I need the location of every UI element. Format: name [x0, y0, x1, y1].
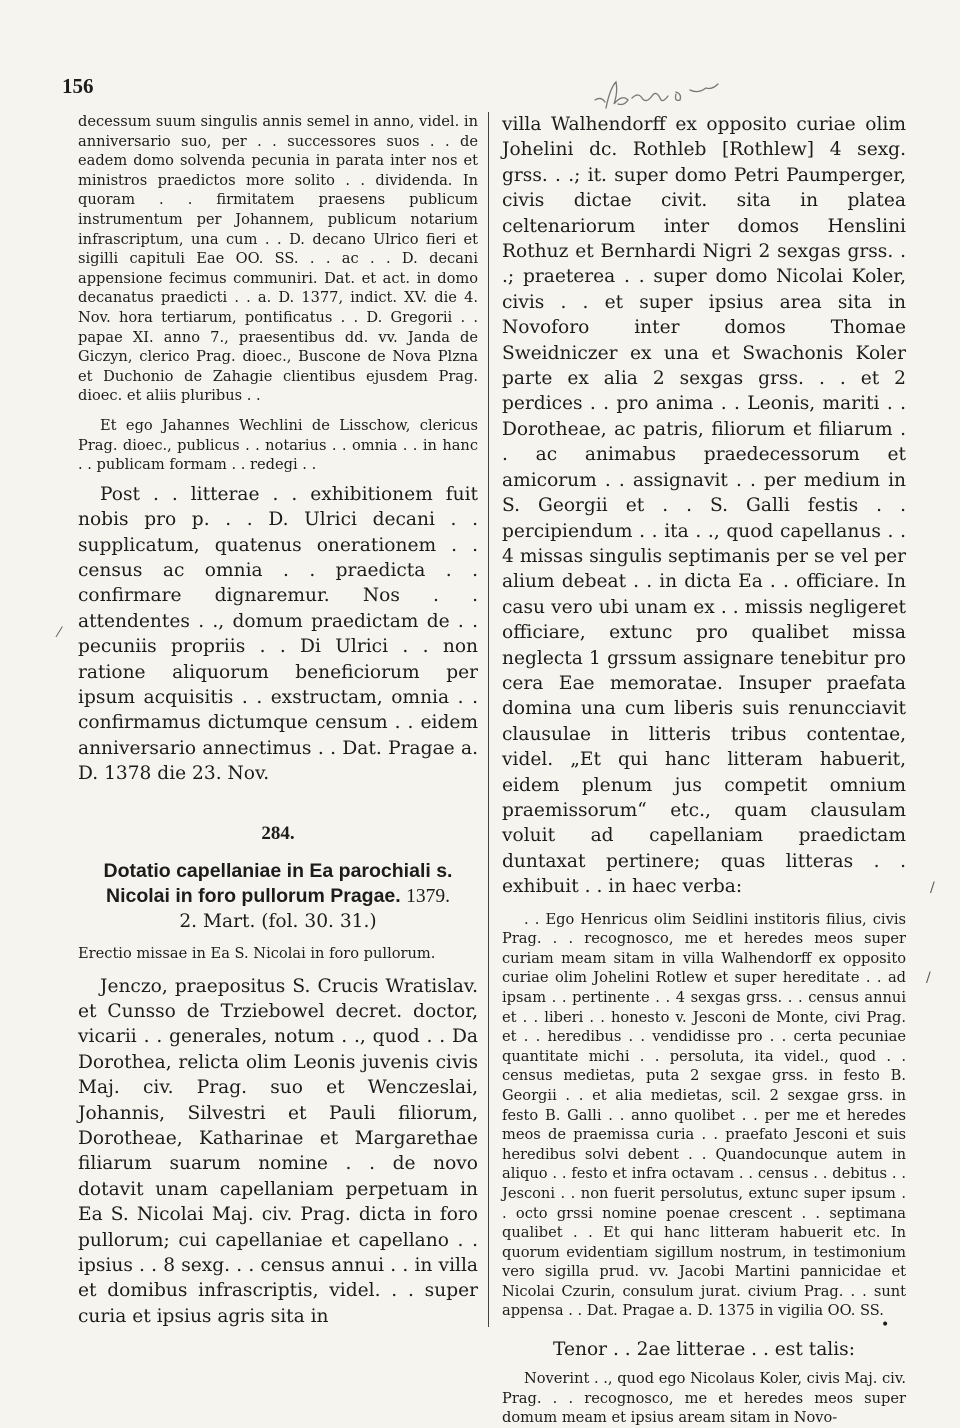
margin-mark-left: ⁄	[58, 625, 61, 641]
left-paragraph-1: decessum suum singulis annis semel in anno, videl. in anniversario suo, per . . successores suos . . de eadem domo solvenda pecunia in parata inter nos et ministros praedictos more solito . . dividenda. In quoram . . firmitatem praesens publicum instrumentum per Johannem, publicum notarium infrascriptum, una cum . . D. decano Ulrico fieri et sigilli capituli Eae OO. SS. . . ac . . D. decani appensione fecimus communiri. Dat. et act. in domo decanatus praedicti . . a. D. 1377, indict. XV. die 4. Nov. hora tertiarum, pontificatus . . D. Gregorii . . papae XI. anno 7., praesentibus dd. vv. Janda de Giczyn, clerico Prag. dioec., Buscone de Nova Plzna et Duchonio de Zahagie clientibus ejusdem Prag. dioec. et aliis pluribus . .	[78, 113, 478, 405]
left-paragraph-3: Post . . litterae . . exhibitionem fuit nobis pro p. . . D. Ulrici decani . . supplicatum, quatenus onerationem . . census ac omnia . . praedicta . . confirmare dignaremur. Nos . . attendentes . ., domum praedictam de . . pecuniis propriis . . Di Ulrici . . non ratione aliquorum beneficiorum per ipsum acquisitis . . exstructam, omnia . . confirmamus dictumque censum . . eidem anniversario annectimus . . Dat. Pragae a. D. 1378 die 23. Nov.	[78, 483, 478, 785]
document-number: 284.	[261, 822, 295, 844]
bottom-dot: •	[881, 1317, 890, 1333]
charter-henricus: . . Ego Henricus olim Seidlini institoris filius, civis Prag. . . recognosco, me et heredes meos super curiam meam sitam in villa Walhendorff ex opposito curiae olim Johelini Rotlew et super hereditate . . ad ipsam . . pertinente . . 4 sexgas grss. . . census annui et . . liberi . . honesto v. Jesconi de Monte, civi Prag. et . . heredibus . . vendidisse pro . . certa pecuniae quantitate michi . . persoluta, ita videl., quod . . census medietas, puta 2 sexgae grss. in festo B. Georgii . . et alia medietas, scil. 2 sexgae grss. in festo B. Galli . . anno quolibet . . per me et heredes meos de praemissa curia . . praefato Jesconi et suis heredibus solvi debent . . Quandocunque autem in aliquo . . festo et infra octavam . . census . . debitus . . Jesconi . . non fuerit persolutus, extunc super ipsum . . octo grssi nomine poenae crescent . . septimana qualibet . . Et qui hanc litteram habuerit etc. In quorum evidentiam sigillum nostrum, in testimonium vero sigilla prud. vv. Jacobi Martini pannicidae et Nicolai Czurin, consulum jurat. civium Prag. . . sunt appensa . . Dat. Pragae a. D. 1375 in vigilia OO. SS.	[502, 910, 906, 1320]
erectio-heading: Erectio missae in Ea S. Nicolai in foro pullorum.	[78, 944, 436, 962]
left-column	[78, 112, 478, 1329]
column-divider	[488, 112, 489, 1327]
right-column	[502, 112, 906, 1428]
document-title-block	[78, 859, 478, 909]
document-date: 2. Mart. (fol. 30. 31.)	[179, 910, 377, 932]
right-paragraph-1: villa Walhendorff ex opposito curiae olim Johelini dc. Rothleb [Rothlew] 4 sexg. grss. . .; it. super domo Petri Paumperger, civis dictae civit. sita in platea celtenariorum inter domos Henslini Rothuz et Bernhardi Nigri 2 sexgas grss. . .; praeterea . . super domo Nicolai Koler, civis . . et super ipsius area sita in Novoforo inter domos Thomae Sweidniczer ex una et Swachonis Koler parte ex alia 2 sexgas grss. . . et 2 perdices . . pro anima . . Leonis, mariti . . Dorotheae, ac patris, filiorum et filiarum . . ac animabus praedecessorum et amicorum . . assignavit . . per medium in S. Georgii et . . S. Galli festis . . percipiendum . . ita . ., quod capellanus . . 4 missas singulis septimanis per se vel per alium debeat . . in dicta Ea . . officiare. In casu vero ubi unam ex . . missis negligeret officiare, extunc pro qualibet missa neglecta 1 grssum assignare tenebitur pro cera Eae memoratae. Insuper praefata domina una cum liberis suis renuncciavit clausulae in litteris tribus contentae, videl. „Et qui hanc litteram habuerit, eidem plenum jus competit omnium praemissorum“ etc., quam clausulam voluit ad capellaniam praedictam duntaxat pertinere; quas litteras . . exhibuit . . in haec verba:	[502, 114, 906, 898]
charter-koler: Noverint . ., quod ego Nicolaus Koler, civis Maj. civ. Prag. . . recognosco, me et heredes meos super domum meam et ipsius aream sitam in Novo-	[502, 1370, 906, 1427]
tenor-heading: Tenor . . 2ae litterae . . est talis:	[553, 1339, 855, 1361]
left-paragraph-4: Jenczo, praepositus S. Crucis Wratislav. et Cunsso de Trziebowel decret. doctor, vicarii . . generales, notum . ., quod . . Da Dorothea, relicta olim Leonis juvenis civis Maj. civ. Prag. suo et Wenczeslai, Johannis, Silvestri et Pauli filiorum, Dorotheae, Katharinae et Margarethae filiarum suarum nomine . . de novo dotavit unam capellaniam perpetuam in Ea S. Nicolai Maj. civ. Prag. dicta in foro pullorum; cui capellaniae et capellano . . ipsius . . 8 sexg. . . census annui . . in villa et domibus infrascriptis, videl. . . super curia et ipsius agris sita in	[78, 975, 478, 1327]
document-title: Dotatio capellaniae in Ea parochiali s. Nicolai in foro pullorum Pragae.	[103, 859, 453, 907]
margin-mark-right-1: /	[930, 880, 935, 896]
page-number: 156	[62, 74, 94, 98]
notary-subscription: Et ego Jahannes Wechlini de Lisschow, clericus Prag. dioec., publicus . . notarius . . omnia . . in hanc . . publicam formam . . redegi . .	[78, 416, 478, 474]
margin-mark-right-2: /	[926, 970, 931, 986]
document-year: 1379.	[406, 885, 450, 907]
